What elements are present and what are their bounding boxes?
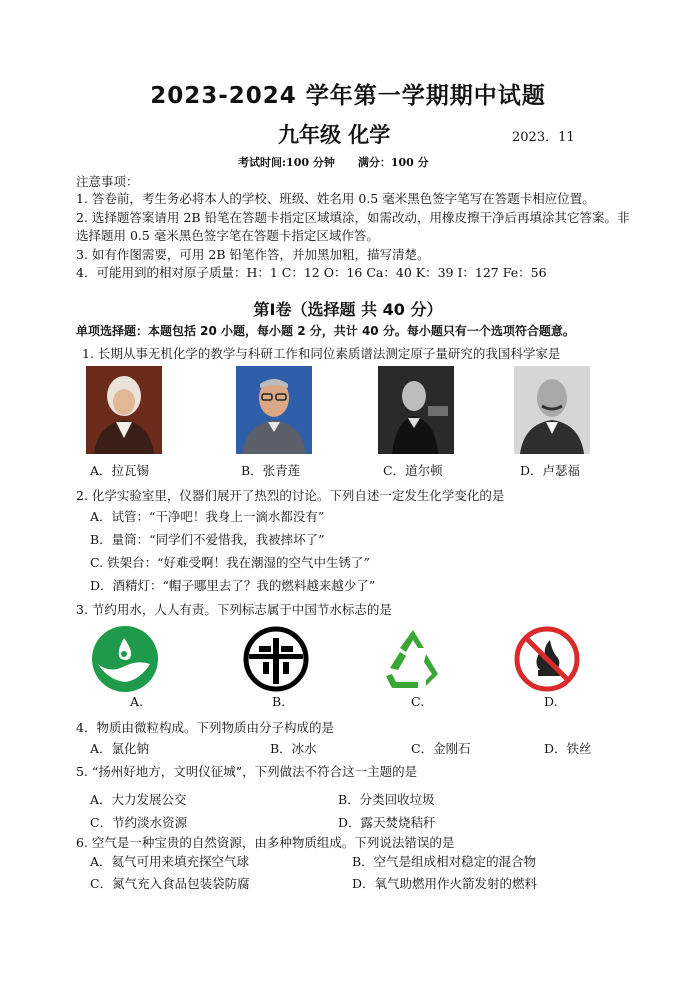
question-5-option-d[interactable]: D．露天焚烧秸秆 <box>338 815 436 830</box>
water-saving-symbol-icon <box>90 624 160 694</box>
question-1-option-b[interactable]: B．张青莲 <box>241 463 301 478</box>
question-2-option-b[interactable]: B．量筒：“同学们不爱惜我，我被摔坏了” <box>90 532 325 547</box>
question-5-option-a[interactable]: A．大力发展公交 <box>90 792 187 807</box>
dalton-portrait-image <box>378 366 454 454</box>
question-2-stem: 2. 化学实验室里，仪器们展开了热烈的讨论。下列自述一定发生化学变化的是 <box>76 488 505 503</box>
page-title: 2023-2024 学年第一学期期中试题 <box>150 83 546 109</box>
question-3-option-c[interactable]: C. <box>411 694 425 709</box>
page-subtitle: 九年级 化学 <box>278 123 391 147</box>
question-5-option-c[interactable]: C．节约淡水资源 <box>90 815 188 830</box>
forestry-symbol-icon <box>241 624 311 694</box>
question-4-option-c[interactable]: C．金刚石 <box>411 741 471 756</box>
question-4-option-a[interactable]: A．氯化钠 <box>90 741 150 756</box>
notes-heading: 注意事项： <box>76 174 139 189</box>
lavoisier-portrait-image <box>86 366 162 454</box>
exam-info: 考试时间:100 分钟 满分：100 分 <box>238 156 429 169</box>
note-item: 1. 答卷前，考生务必将本人的学校、班级、姓名用 0.5 毫米黑色签字笔写在答题卡相应位置。 <box>76 191 595 206</box>
question-3-stem: 3. 节约用水，人人有责。下列标志属于中国节水标志的是 <box>76 602 392 617</box>
question-6-stem: 6. 空气是一种宝贵的自然资源，由多种物质组成。下列说法错误的是 <box>76 835 455 850</box>
question-1-option-c[interactable]: C．道尔顿 <box>383 463 443 478</box>
note-item: 2. 选择题答案请用 2B 铅笔在答题卡指定区域填涂，如需改动，用橡皮擦干净后再填涂其它答案。非选择题用 0.5 毫米黑色签字笔在答题卡指定区域作答。 <box>76 210 630 243</box>
question-5-stem: 5. “扬州好地方，文明仪征城”，下列做法不符合这一主题的是 <box>76 764 418 779</box>
question-3-option-a[interactable]: A. <box>130 694 144 709</box>
question-6-option-d[interactable]: D．氧气助燃用作火箭发射的燃料 <box>352 876 538 891</box>
question-4-option-d[interactable]: D．铁丝 <box>544 741 592 756</box>
question-1-stem: 1. 长期从事无机化学的教学与科研工作和同位素质谱法测定原子量研究的我国科学家是 <box>82 346 561 361</box>
recycling-symbol-icon <box>378 624 448 694</box>
section-title: 第Ⅰ卷（选择题 共 40 分） <box>253 300 443 319</box>
question-1-option-a[interactable]: A．拉瓦锡 <box>90 463 150 478</box>
question-4-option-b[interactable]: B．冰水 <box>270 741 317 756</box>
question-2-option-a[interactable]: A．试管：“干净吧！我身上一滴水都没有” <box>90 509 325 524</box>
question-4-stem: 4．物质由微粒构成。下列物质由分子构成的是 <box>76 720 334 735</box>
question-2-option-d[interactable]: D．酒精灯：“帽子哪里去了？我的燃料越来越少了” <box>90 578 376 593</box>
question-3-option-b[interactable]: B. <box>272 694 286 709</box>
zhang-qinglian-portrait-image <box>236 366 312 454</box>
exam-date: 2023．11 <box>512 130 575 145</box>
question-5-option-b[interactable]: B．分类回收垃圾 <box>338 792 435 807</box>
question-6-option-c[interactable]: C．氮气充入食品包装袋防腐 <box>90 876 250 891</box>
no-fire-symbol-icon <box>512 624 582 694</box>
section-instruction: 单项选择题：本题包括 20 小题，每小题 2 分，共计 40 分。每小题只有一个选项符合题意。 <box>76 324 575 338</box>
note-item: 3. 如有作图需要，可用 2B 铅笔作答，并加黑加粗，描写清楚。 <box>76 247 430 262</box>
rutherford-portrait-image <box>514 366 590 454</box>
question-6-option-a[interactable]: A．氦气可用来填充探空气球 <box>90 854 250 869</box>
question-3-option-d[interactable]: D. <box>544 694 558 709</box>
question-1-option-d[interactable]: D．卢瑟福 <box>520 463 581 478</box>
question-6-option-b[interactable]: B．空气是组成相对稳定的混合物 <box>352 854 537 869</box>
note-item: 4．可能用到的相对原子质量：H：1 C：12 O：16 Ca：40 K：39 I：127 Fe：56 <box>76 265 547 280</box>
question-2-option-c[interactable]: C. 铁架台：“好难受啊！我在潮湿的空气中生锈了” <box>90 555 370 570</box>
